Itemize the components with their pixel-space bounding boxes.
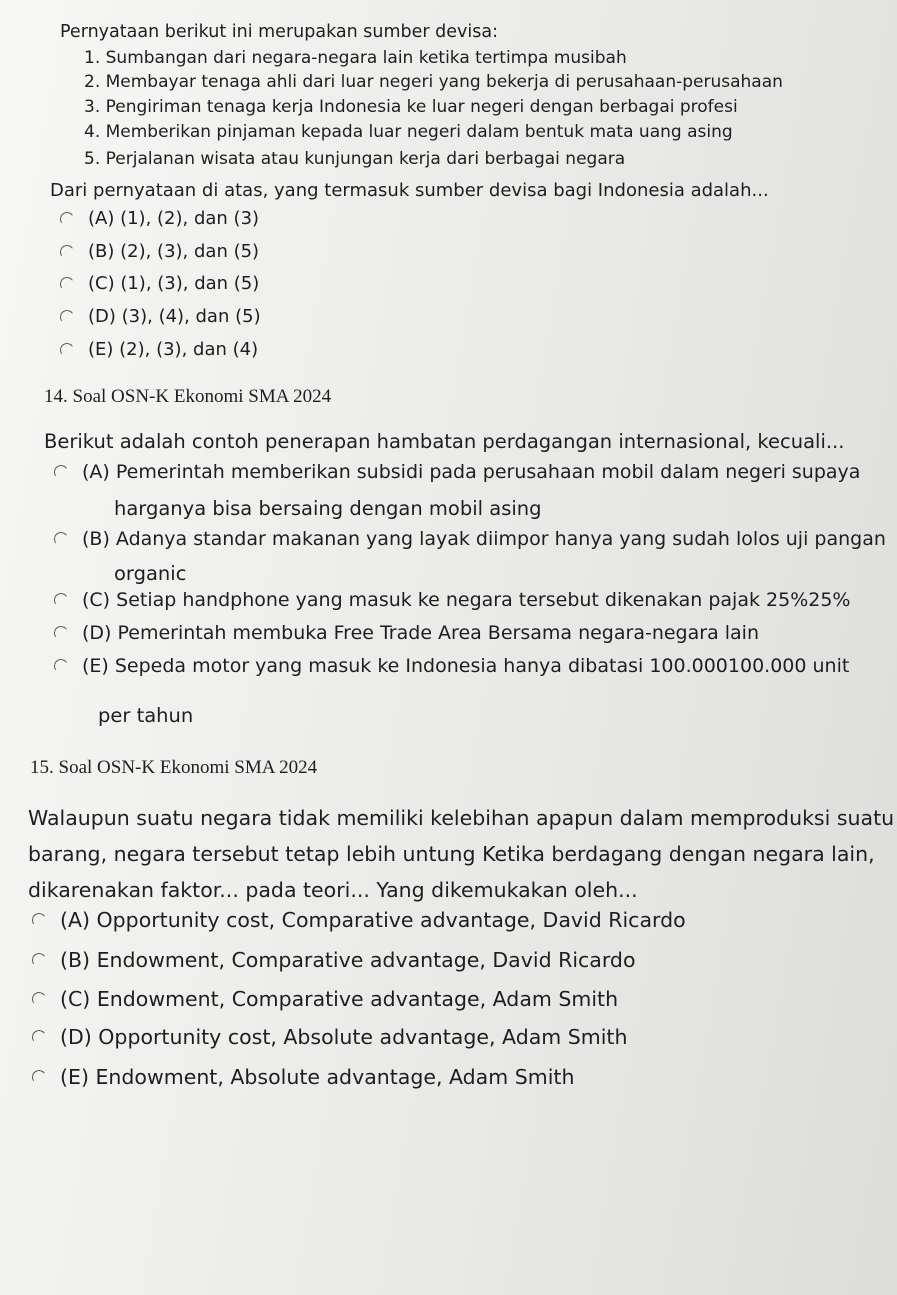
q13-option-d[interactable] [60,306,261,327]
q15-option-d[interactable] [32,1025,627,1049]
radio-icon[interactable] [53,625,69,641]
q13-statement-2: 2. Membayar tenaga ahli dari luar negeri yang bekerja di perusahaan-perusahaan [84,72,783,92]
q13-statement-4: 4. Memberikan pinjaman kepada luar negeri dalam bentuk mata uang asing [84,122,733,142]
radio-icon[interactable] [31,912,47,928]
radio-icon[interactable] [31,1069,47,1085]
q15-option-d-label: (D) Opportunity cost, Absolute advantage, Adam Smith [60,1025,628,1049]
q13-option-b[interactable] [60,241,259,262]
q13-statement-3: 3. Pengiriman tenaga kerja Indonesia ke luar negeri dengan berbagai profesi [84,97,738,117]
q15-prompt-line-2: barang, negara tersebut tetap lebih untung Ketika berdagang dengan negara lain, [28,842,875,866]
q14-option-e[interactable] [54,655,849,677]
q13-option-a[interactable] [60,208,259,229]
q15-option-a[interactable] [32,908,686,932]
q13-option-c[interactable] [60,273,259,294]
q15-prompt-line-1: Walaupun suatu negara tidak memiliki kelebihan apapun dalam memproduksi suatu [28,806,895,830]
q14-option-b-continuation: organic [114,562,187,585]
q14-option-a[interactable] [54,461,860,483]
q13-option-d-label: (D) (3), (4), dan (5) [88,306,261,327]
q14-option-a-label: (A) Pemerintah memberikan subsidi pada perusahaan mobil dalam negeri supaya [82,461,861,483]
radio-icon[interactable] [59,275,75,291]
q14-option-a-continuation: harganya bisa bersaing dengan mobil asing [114,497,542,520]
q14-option-d[interactable] [54,622,759,644]
q15-heading: 15. Soal OSN-K Ekonomi SMA 2024 [30,757,318,778]
q13-option-e-label: (E) (2), (3), dan (4) [88,339,259,360]
q15-option-c-label: (C) Endowment, Comparative advantage, Adam Smith [60,987,619,1011]
q14-option-d-label: (D) Pemerintah membuka Free Trade Area Bersama negara-negara lain [82,622,759,644]
radio-icon[interactable] [31,991,47,1007]
radio-icon[interactable] [31,1029,47,1045]
q13-option-b-label: (B) (2), (3), dan (5) [88,241,260,262]
radio-icon[interactable] [53,658,69,674]
radio-icon[interactable] [59,308,75,324]
radio-icon[interactable] [59,210,75,226]
q14-heading: 14. Soal OSN-K Ekonomi SMA 2024 [44,386,332,407]
q14-prompt: Berikut adalah contoh penerapan hambatan perdagangan internasional, kecuali... [44,430,845,453]
q13-option-e[interactable] [60,339,258,360]
radio-icon[interactable] [59,341,75,357]
radio-icon[interactable] [59,243,75,259]
radio-icon[interactable] [53,531,69,547]
q15-option-c[interactable] [32,987,618,1011]
q13-intro: Pernyataan berikut ini merupakan sumber devisa: [60,22,498,42]
q15-option-b-label: (B) Endowment, Comparative advantage, David Ricardo [60,948,636,972]
q14-option-e-continuation: per tahun [98,704,194,727]
q13-option-a-label: (A) (1), (2), dan (3) [88,208,260,229]
q15-option-e-label: (E) Endowment, Absolute advantage, Adam Smith [60,1065,575,1089]
radio-icon[interactable] [53,592,69,608]
q13-prompt: Dari pernyataan di atas, yang termasuk sumber devisa bagi Indonesia adalah... [50,180,769,201]
q14-option-e-label: (E) Sepeda motor yang masuk ke Indonesia hanya dibatasi 100.000100.000 unit [82,655,850,677]
radio-icon[interactable] [31,952,47,968]
q14-option-b[interactable] [54,528,886,550]
q15-option-a-label: (A) Opportunity cost, Comparative advantage, David Ricardo [60,908,686,932]
q15-prompt-line-3: dikarenakan faktor... pada teori... Yang dikemukakan oleh... [28,878,638,902]
q15-option-e[interactable] [32,1065,574,1089]
q14-option-b-label: (B) Adanya standar makanan yang layak diimpor hanya yang sudah lolos uji pangan [82,528,886,550]
q13-statement-1: 1. Sumbangan dari negara-negara lain ketika tertimpa musibah [84,48,627,68]
q14-option-c[interactable] [54,589,850,611]
radio-icon[interactable] [53,464,69,480]
q13-option-c-label: (C) (1), (3), dan (5) [88,273,260,294]
q14-option-c-label: (C) Setiap handphone yang masuk ke negara tersebut dikenakan pajak 25%25% [82,589,851,611]
q15-option-b[interactable] [32,948,636,972]
q13-statement-5: 5. Perjalanan wisata atau kunjungan kerja dari berbagai negara [84,149,626,169]
